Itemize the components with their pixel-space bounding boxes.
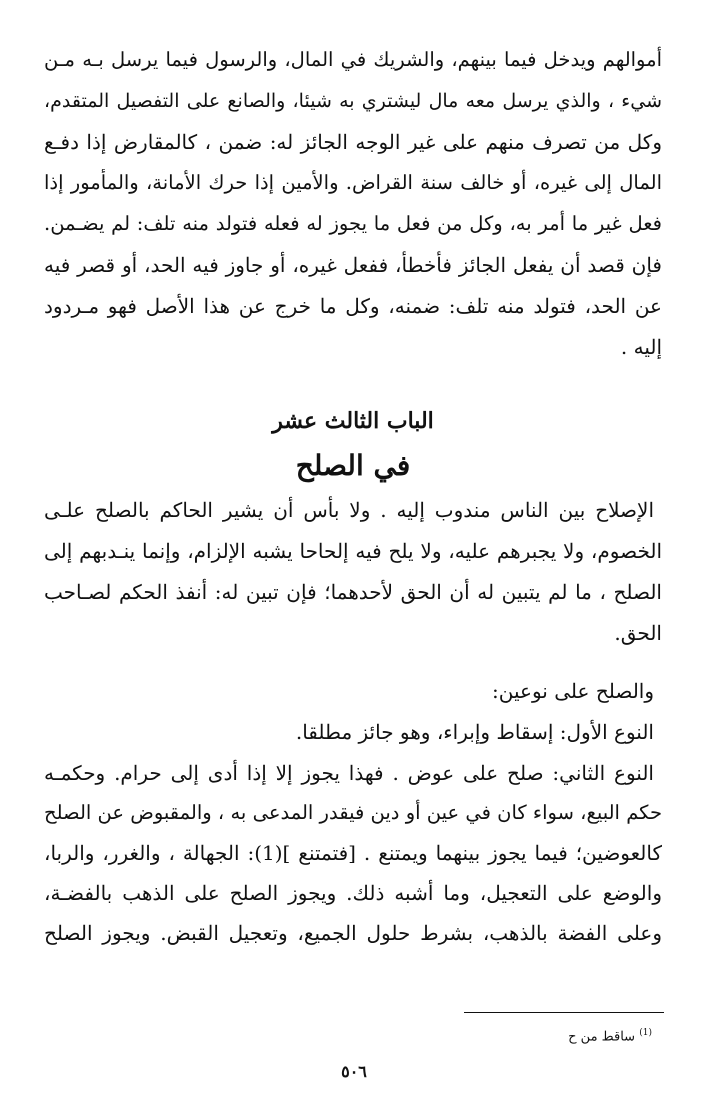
text-line: كالعوضين؛ فيما يجوز بينهما ويمتنع . [فتمتنع ](1): الجهالة ، والغرر، والربا، <box>44 841 662 865</box>
text-line: وعلى الفضة بالذهب، بشرط حلول الجميع، وتعجيل القبض. ويجوز الصلح <box>44 921 662 945</box>
text-line: الإصلاح بين الناس مندوب إليه . ولا بأس أن يشير الحاكم بالصلح علـى <box>44 498 654 522</box>
text-line: والوضع على التعجيل، وما أشبه ذلك. ويجوز الصلح على الذهب بالفضـة، <box>44 881 662 905</box>
text-line: النوع الأول: إسقاط وإبراء، وهو جائز مطلقا. <box>295 720 654 744</box>
paragraph-two-types <box>44 677 662 705</box>
text-line: حكم البيع، سواء كان في عين أو دين فيقدر المدعى به ، والمقبوض عن الصلح <box>44 801 662 824</box>
text-line: وكل من تصرف منهم على غير الوجه الجائز له: ضمن ، كالمقارض إذا دفـع <box>44 130 662 154</box>
footnote-divider <box>464 1012 664 1013</box>
paragraph-reconciliation <box>44 496 662 647</box>
text-line: فإن قصد أن يفعل الجائز فأخطأ، ففعل غيره، أو جاوز فيه الحد، أو قصر فيه <box>44 253 662 277</box>
text-line: إليه . <box>620 335 662 359</box>
footnote-marker: (1) <box>639 1028 652 1038</box>
text-line: الخصوم، ولا يجبرهم عليه، ولا يلح فيه إلحاحا يشبه الإلزام، وإنما ينـدبهم إلى <box>44 539 662 563</box>
footnote-text: ساقط من ح <box>568 1029 636 1045</box>
paragraph-type-two <box>44 759 662 947</box>
text-line: فعل غير ما أمر به، وكل من فعل ما يجوز له فعله فتولد منه تلف: لم يضـمن. <box>44 212 662 235</box>
page-number: ٥٠٦ <box>341 1062 367 1081</box>
text-line: والصلح على نوعين: <box>492 679 654 703</box>
text-line: النوع الثاني: صلح على عوض . فهذا يجوز إلا إذا أدى إلى حرام. وحكمـه <box>44 761 654 785</box>
text-line: عن الحد، فتولد منه تلف: ضمنه، وكل ما خرج عن هذا الأصل فهو مـردود <box>44 294 662 318</box>
chapter-title: الباب الثالث عشر <box>272 408 434 434</box>
text-line: المال إلى غيره، أو خالف سنة القراض. والأمين إذا حرك الأمانة، والمأمور إذا <box>44 171 662 194</box>
text-line: شيء ، والذي يرسل معه مال ليشتري به شيئا، والصانع على التفصيل المتقدم، <box>44 90 662 112</box>
text-line: الحق. <box>614 621 662 645</box>
text-line: الصلح ، ما لم يتبين له أن الحق لأحدهما؛ فإن تبين له: أنفذ الحكم لصـاحب <box>44 580 662 604</box>
paragraph-type-one <box>44 718 662 746</box>
footnote <box>568 1024 652 1046</box>
section-title: في الصلح <box>295 449 411 482</box>
paragraph-liability <box>44 46 662 361</box>
text-line: أموالهم ويدخل فيما بينهم، والشريك في المال، والرسول فيما يرسل بـه مـن <box>44 48 662 71</box>
